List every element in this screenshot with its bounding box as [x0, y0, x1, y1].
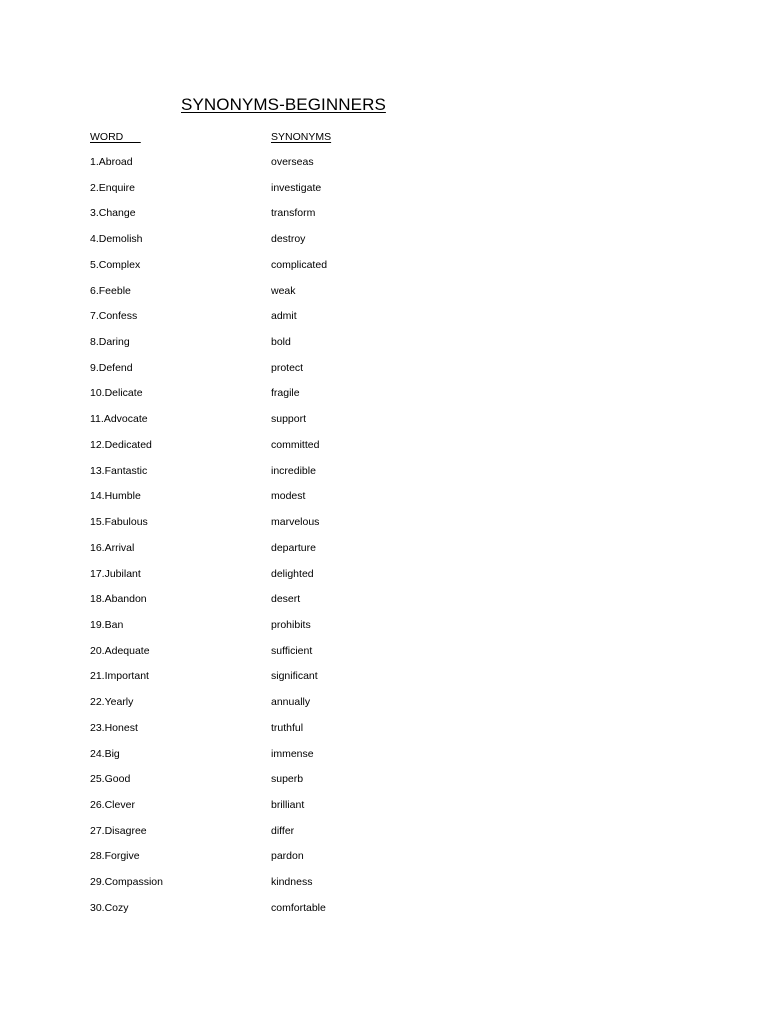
synonym-text: committed: [271, 438, 320, 451]
list-item: [0, 645, 768, 671]
list-item: [0, 465, 768, 491]
synonym-text: annually: [271, 696, 311, 709]
synonym-text: differ: [271, 824, 295, 837]
list-item: [0, 619, 768, 645]
word-text: 13.Fantastic: [90, 464, 148, 477]
word-text: 21.Important: [90, 670, 149, 683]
synonym-text: superb: [271, 773, 304, 786]
synonym-text: transform: [271, 207, 316, 220]
word-text: 26.Clever: [90, 798, 135, 811]
list-item: [0, 233, 768, 259]
word-text: 6.Feeble: [90, 284, 131, 297]
list-item: [0, 542, 768, 568]
list-item: [0, 387, 768, 413]
column-header-synonyms: SYNONYMS: [271, 131, 332, 143]
word-text: 24.Big: [90, 747, 120, 760]
list-item: [0, 670, 768, 696]
column-header-word: WORD: [90, 131, 141, 143]
word-text: 19.Ban: [90, 618, 124, 631]
word-text: 14.Humble: [90, 490, 141, 503]
list-item: [0, 490, 768, 516]
synonym-text: delighted: [271, 567, 314, 580]
word-text: 11.Advocate: [90, 413, 148, 426]
list-item: [0, 285, 768, 311]
synonym-text: comfortable: [271, 901, 326, 914]
synonym-text: investigate: [271, 181, 322, 194]
synonym-text: destroy: [271, 233, 306, 246]
word-text: 9.Defend: [90, 361, 133, 374]
synonym-text: marvelous: [271, 516, 320, 529]
synonym-text: truthful: [271, 721, 304, 734]
list-item: [0, 825, 768, 851]
synonym-text: brilliant: [271, 798, 305, 811]
word-text: 18.Abandon: [90, 593, 147, 606]
list-item: [0, 748, 768, 774]
word-text: 29.Compassion: [90, 876, 163, 889]
word-text: 8.Daring: [90, 336, 130, 349]
synonym-list: [0, 156, 768, 928]
list-item: [0, 259, 768, 285]
word-text: 16.Arrival: [90, 541, 135, 554]
list-item: [0, 156, 768, 182]
word-text: 1.Abroad: [90, 156, 133, 168]
word-text: 7.Confess: [90, 310, 138, 323]
synonym-text: pardon: [271, 850, 304, 863]
synonym-text: incredible: [271, 464, 316, 477]
list-item: [0, 336, 768, 362]
list-item: [0, 182, 768, 208]
list-item: [0, 593, 768, 619]
synonym-text: support: [271, 413, 307, 426]
list-item: [0, 902, 768, 928]
list-item: [0, 310, 768, 336]
list-item: [0, 722, 768, 748]
list-item: [0, 799, 768, 825]
word-text: 22.Yearly: [90, 696, 134, 709]
word-text: 5.Complex: [90, 258, 141, 271]
synonym-text: significant: [271, 670, 318, 683]
word-text: 17.Jubilant: [90, 567, 141, 580]
page-title: SYNONYMS-BEGINNERS: [181, 95, 386, 114]
word-text: 20.Adequate: [90, 644, 150, 657]
synonym-text: departure: [271, 541, 316, 554]
synonym-text: fragile: [271, 387, 300, 400]
word-text: 3.Change: [90, 207, 136, 220]
list-item: [0, 850, 768, 876]
list-item: [0, 696, 768, 722]
synonym-text: weak: [271, 284, 296, 297]
list-item: [0, 876, 768, 902]
list-item: [0, 207, 768, 233]
synonym-text: immense: [271, 747, 314, 760]
word-text: 27.Disagree: [90, 824, 147, 837]
list-item: [0, 413, 768, 439]
word-text: 23.Honest: [90, 721, 138, 734]
synonym-text: modest: [271, 490, 306, 503]
synonym-text: kindness: [271, 876, 313, 889]
list-item: [0, 362, 768, 388]
word-text: 15.Fabulous: [90, 516, 148, 529]
synonym-text: bold: [271, 336, 291, 349]
list-item: [0, 516, 768, 542]
synonym-text: admit: [271, 310, 297, 323]
word-text: 12.Dedicated: [90, 438, 152, 451]
synonym-text: sufficient: [271, 644, 313, 657]
synonym-text: protect: [271, 361, 304, 374]
synonym-text: prohibits: [271, 618, 311, 631]
word-text: 4.Demolish: [90, 233, 143, 246]
list-item: [0, 439, 768, 465]
word-text: 30.Cozy: [90, 901, 129, 914]
synonym-text: desert: [271, 593, 301, 606]
word-text: 25.Good: [90, 773, 131, 786]
word-text: 2.Enquire: [90, 181, 135, 194]
list-item: [0, 568, 768, 594]
word-text: 10.Delicate: [90, 387, 143, 400]
list-item: [0, 773, 768, 799]
word-text: 28.Forgive: [90, 850, 140, 863]
synonym-text: overseas: [271, 156, 314, 168]
synonym-text: complicated: [271, 258, 328, 271]
